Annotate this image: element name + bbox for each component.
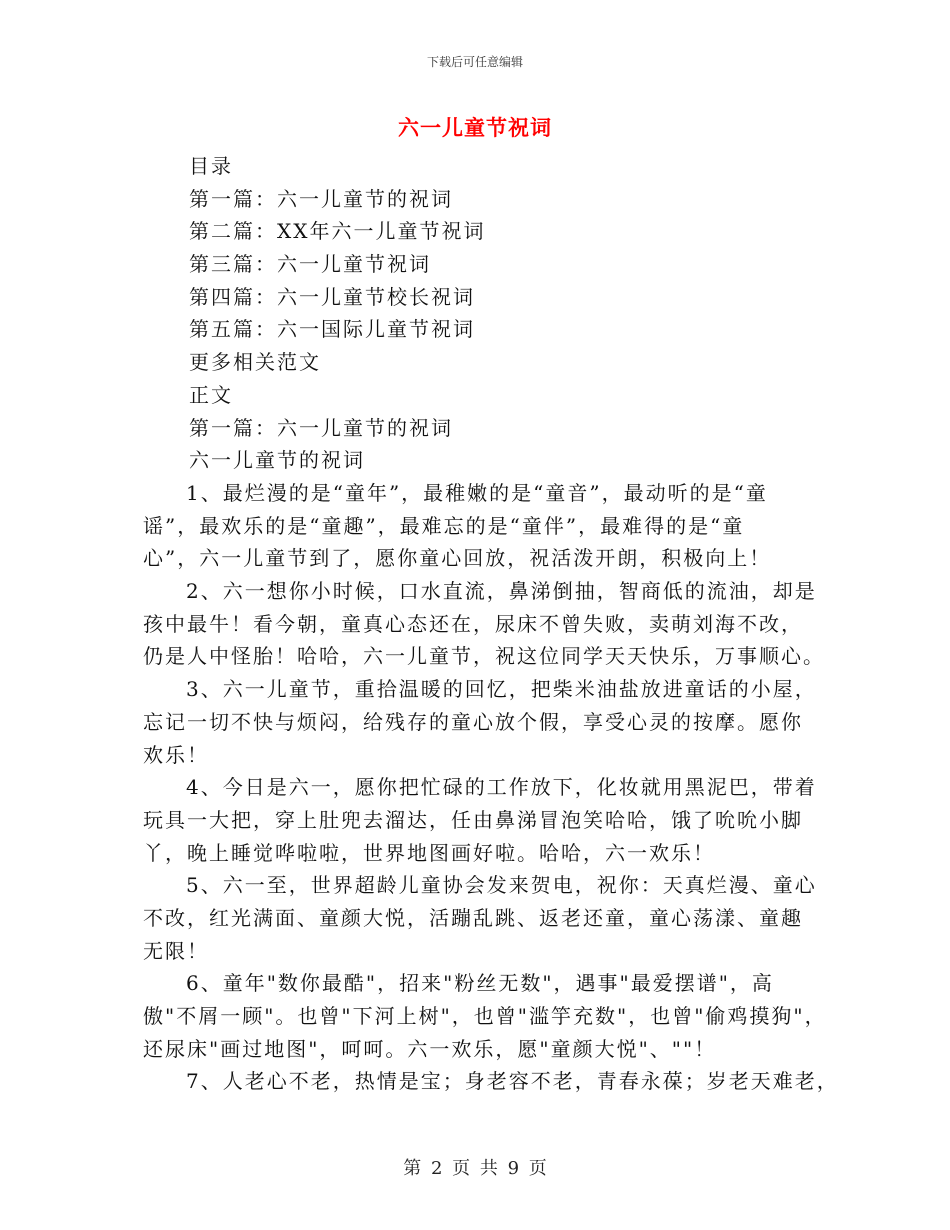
- page-number-footer: 第 2 页 共 9 页: [403, 1158, 547, 1179]
- text-line: 不改，红光满面、童颜大悦，活蹦乱跳、返老还童，童心荡漾、童趣: [143, 905, 803, 930]
- toc-item: 第五篇：六一国际儿童节祝词: [189, 317, 475, 342]
- text-line: 2、六一想你小时候，口水直流，鼻涕倒抽，智商低的流油，却是: [186, 579, 817, 604]
- toc-item: 第一篇：六一儿童节的祝词: [189, 186, 453, 211]
- text-line: 欢乐！: [143, 742, 209, 767]
- text-line: 傲"不屑一顾"。也曾"下河上树"，也曾"滥竽充数"，也曾"偷鸡摸狗"，: [143, 1004, 827, 1028]
- header-note: 下载后可任意编辑: [426, 55, 523, 69]
- text-line: 4、今日是六一，愿你把忙碌的工作放下，化妆就用黑泥巴，带着: [186, 775, 817, 800]
- text-line: 仍是人中怪胎！哈哈，六一儿童节，祝这位同学天天快乐，万事顺心。: [143, 644, 825, 669]
- toc-item: 第三篇：六一儿童节祝词: [189, 252, 431, 277]
- paragraph-1: [143, 477, 823, 575]
- paragraph-4: [143, 771, 823, 869]
- text-line: 孩中最牛！看今朝，童真心态还在，尿床不曾失败，卖萌刘海不改，: [143, 611, 803, 636]
- toc-item: 第二篇：XX年六一儿童节祝词: [189, 219, 486, 244]
- text-line: 玩具一大把，穿上肚兜去溜达，任由鼻涕冒泡笑哈哈，饿了吮吮小脚: [143, 807, 803, 832]
- text-line: 忘记一切不快与烦闷，给残存的童心放个假，享受心灵的按摩。愿你: [143, 709, 803, 734]
- toc-item: 第四篇：六一儿童节校长祝词: [189, 284, 475, 309]
- body-text: [143, 477, 839, 1098]
- table-of-contents: [189, 150, 485, 477]
- paragraph-6: [143, 967, 827, 1065]
- text-line: 丫，晚上睡觉哗啦啦，世界地图画好啦。哈哈，六一欢乐！: [143, 840, 715, 865]
- document-title: 六一儿童节祝词: [398, 115, 552, 140]
- paragraph-3: [143, 673, 823, 771]
- section-heading: 第一篇：六一儿童节的祝词: [189, 415, 453, 440]
- text-line: 3、六一儿童节，重拾温暖的回忆，把柴米油盐放进童话的小屋，: [186, 677, 817, 702]
- text-line: 6、童年"数你最酷"，招来"粉丝无数"，遇事"最爱摆谱"，高: [186, 971, 774, 996]
- text-line: 1、最烂漫的是“童年”，最稚嫩的是“童音”，最动听的是“童: [186, 481, 768, 505]
- toc-heading: 目录: [189, 154, 233, 178]
- text-line: 还尿床"画过地图"，呵呵。六一欢乐，愿"童颜大悦"、""！: [143, 1036, 717, 1061]
- text-line: 心”，六一儿童节到了，愿你童心回放，祝活泼开朗，积极向上！: [143, 546, 772, 571]
- paragraph-2: [143, 575, 823, 673]
- text-line: 5、六一至，世界超龄儿童协会发来贺电，祝你：天真烂漫、童心: [186, 873, 817, 898]
- text-line: 7、人老心不老，热情是宝；身老容不老，青春永葆；岁老天难老，: [186, 1069, 839, 1094]
- paragraph-5: [143, 869, 823, 967]
- section-subtitle: 六一儿童节的祝词: [189, 448, 365, 473]
- text-line: 谣”，最欢乐的是“童趣”，最难忘的是“童伴”，最难得的是“童: [143, 513, 745, 538]
- text-line: 无限！: [143, 938, 209, 963]
- toc-item: 更多相关范文: [189, 350, 321, 375]
- paragraph-7: [143, 1065, 839, 1098]
- body-heading: 正文: [189, 382, 233, 407]
